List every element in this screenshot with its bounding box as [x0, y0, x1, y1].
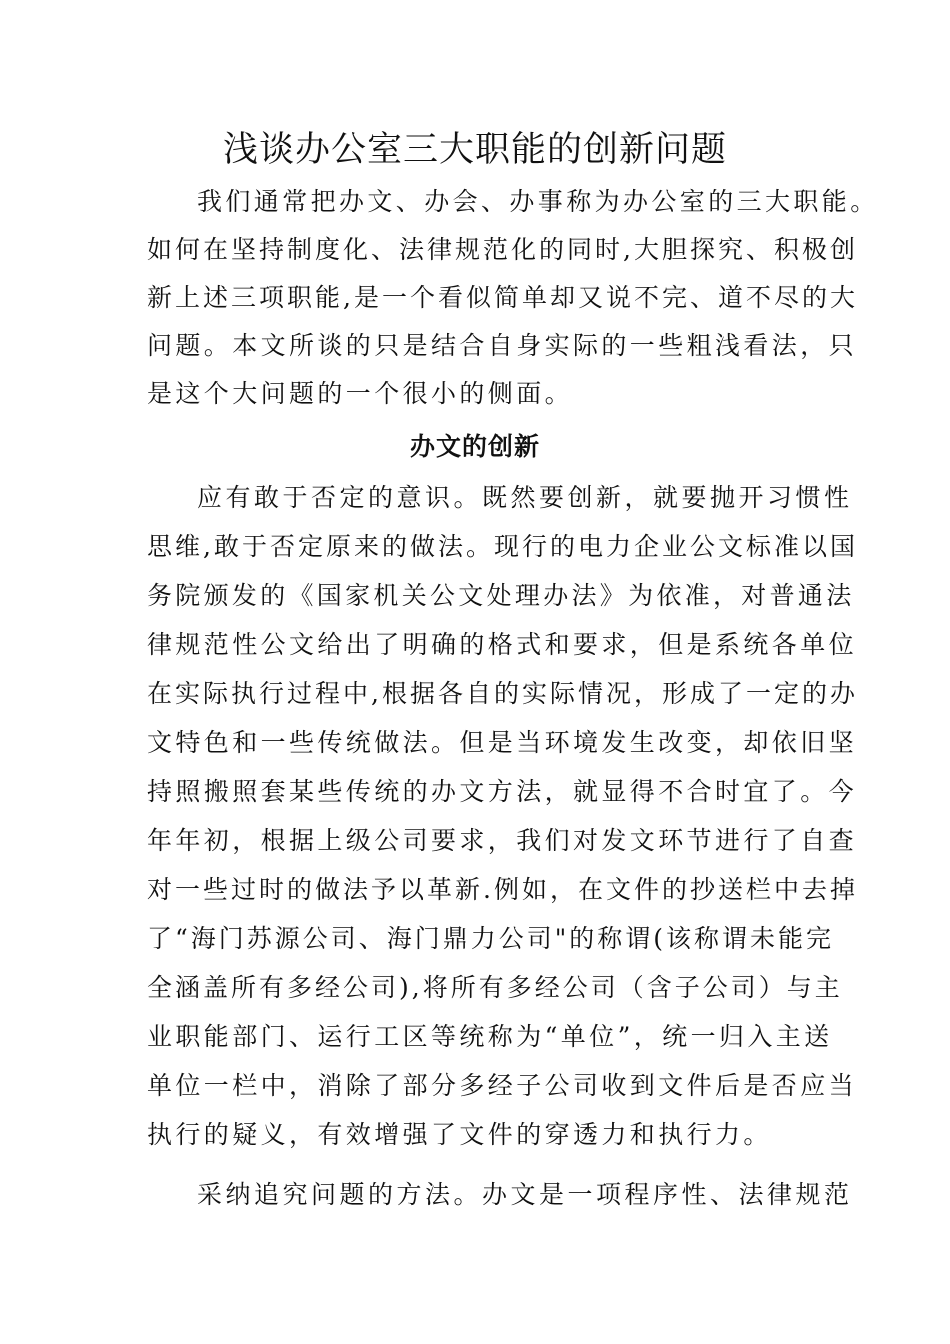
intro-line-3: 新上述三项职能,是一个看似简单却又说不完、道不尽的大 — [147, 283, 858, 312]
intro-line-1: 我们通常把办文、办会、办事称为办公室的三大职能。 — [197, 187, 879, 216]
section-line-6: 文特色和一些传统做法。但是当环境发生改变，却依旧坚 — [147, 728, 858, 757]
section-line-12: 业职能部门、运行工区等统称为“单位”，统一归入主送 — [147, 1022, 833, 1051]
section-line-8: 年年初，根据上级公司要求，我们对发文环节进行了自查 — [147, 826, 858, 855]
section-line-7: 持照搬照套某些传统的办文方法，就显得不合时宜了。今 — [147, 777, 858, 806]
section-line-5: 在实际执行过程中,根据各自的实际情况，形成了一定的办 — [147, 679, 858, 708]
intro-line-2: 如何在坚持制度化、法律规范化的同时,大胆探究、积极创 — [147, 235, 858, 264]
section-line-4: 律规范性公文给出了明确的格式和要求，但是系统各单位 — [147, 630, 858, 659]
section-line-14: 执行的疑义，有效增强了文件的穿透力和执行力。 — [147, 1120, 772, 1149]
section-line-2: 思维,敢于否定原来的做法。现行的电力企业公文标准以国 — [147, 532, 858, 561]
document-title: 浅谈办公室三大职能的创新问题 — [222, 130, 727, 170]
section-line-1: 应有敢于否定的意识。既然要创新，就要抛开习惯性 — [197, 483, 853, 512]
section-line-10: 了“海门苏源公司、海门鼎力公司"的称谓(该称谓未能完 — [147, 924, 835, 953]
next-paragraph-line: 采纳追究问题的方法。办文是一项程序性、法律规范 — [197, 1180, 853, 1209]
section-line-9: 对一些过时的做法予以革新.例如，在文件的抄送栏中去掉 — [147, 875, 858, 904]
intro-line-4: 问题。本文所谈的只是结合自身实际的一些粗浅看法，只 — [147, 331, 858, 360]
section-heading: 办文的创新 — [409, 432, 540, 461]
section-line-3: 务院颁发的《国家机关公文处理办法》为依准，对普通法 — [147, 581, 855, 610]
section-line-11: 全涵盖所有多经公司),将所有多经公司（含子公司）与主 — [147, 973, 843, 1002]
section-line-13: 单位一栏中，消除了部分多经子公司收到文件后是否应当 — [147, 1071, 858, 1100]
intro-line-5: 是这个大问题的一个很小的侧面。 — [147, 379, 574, 408]
